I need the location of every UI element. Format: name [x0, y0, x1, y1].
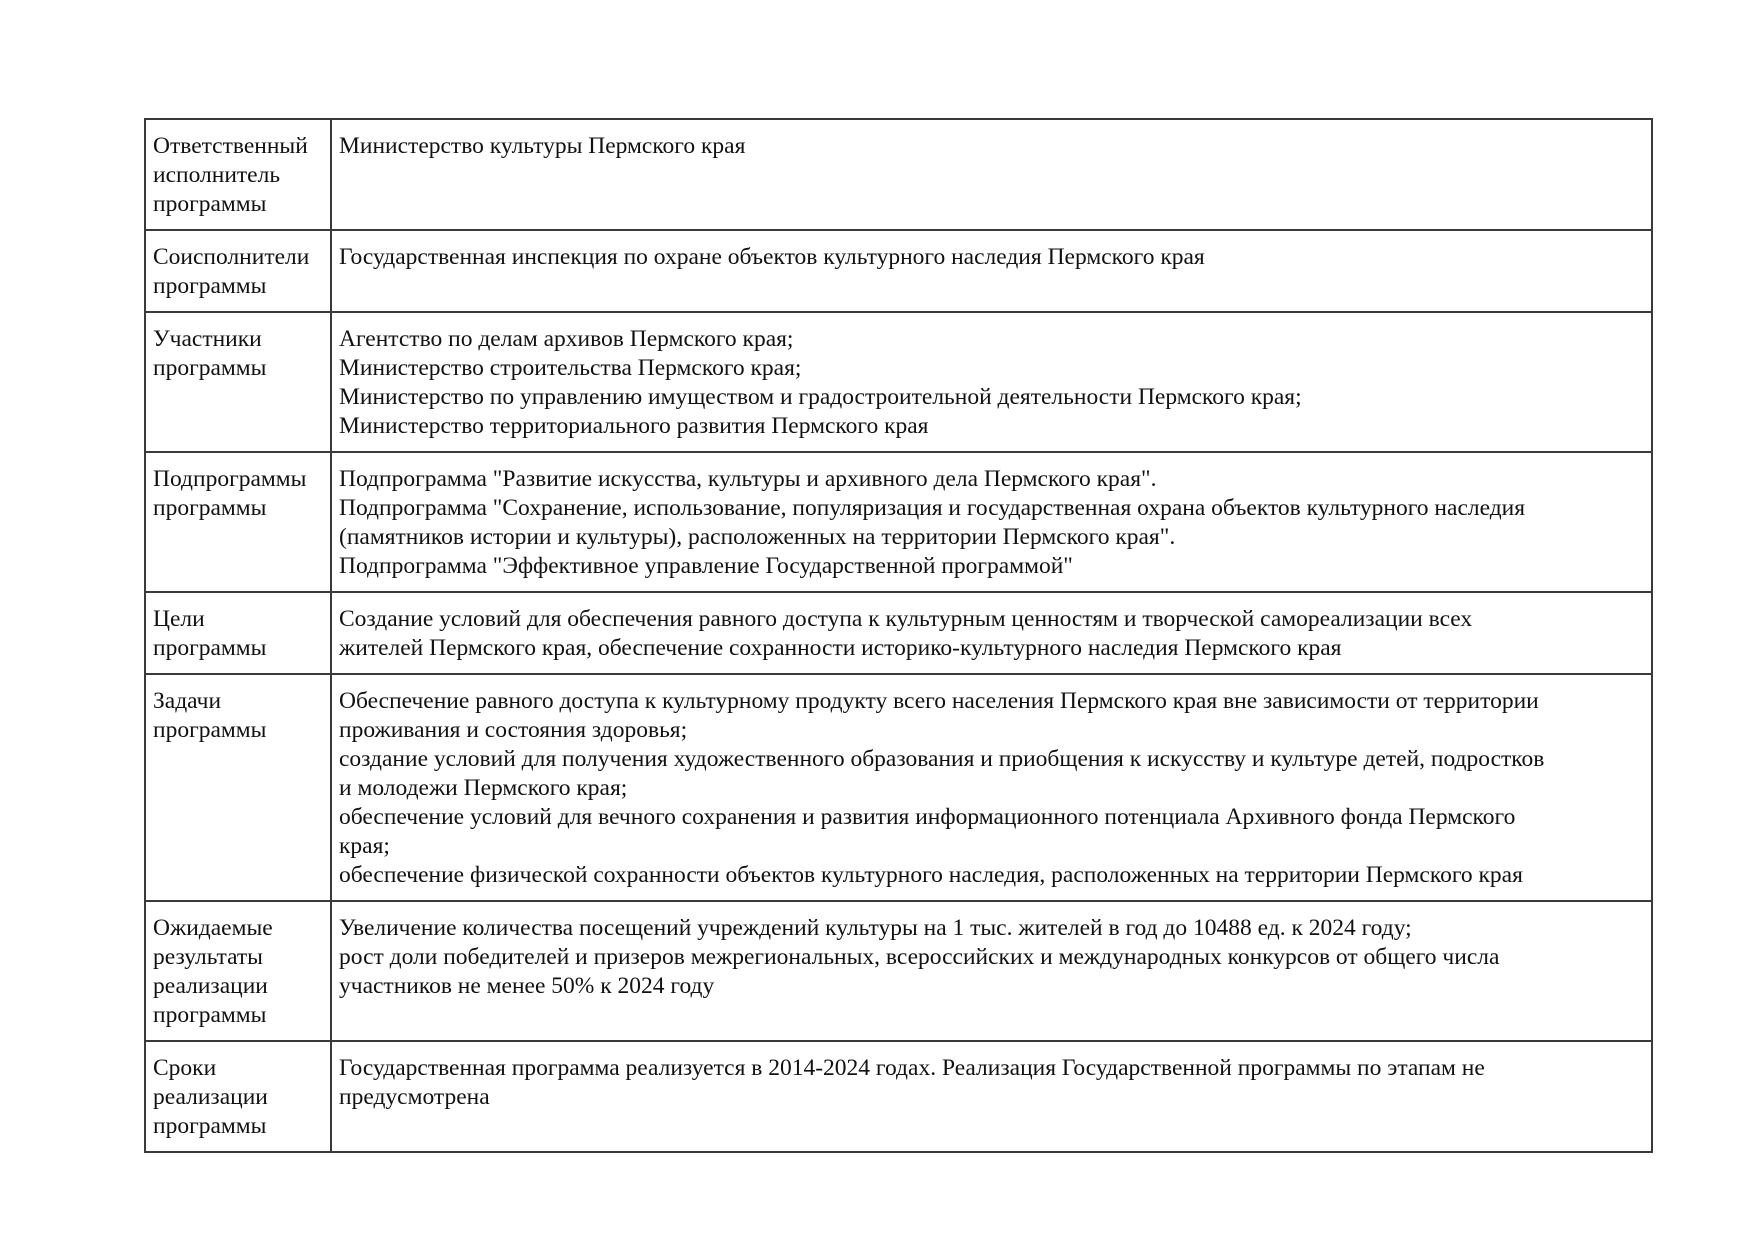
label-line: программы [153, 273, 267, 299]
label-line: реализации [153, 1084, 268, 1110]
label-line: реализации [153, 973, 268, 999]
label-line: программы [153, 635, 267, 661]
value-line: обеспечение физической сохранности объектов культурного наследия, расположенных на территории Пермского края [339, 862, 1523, 888]
label-line: Подпрограммы [153, 466, 307, 492]
table-row-expected-results [145, 901, 1652, 1041]
table-row-timeline [145, 1041, 1652, 1152]
label-line: Участники [153, 326, 262, 352]
value-line: обеспечение условий для вечного сохранения и развития информационного потенциала Архивного фонда Пермского [339, 804, 1516, 830]
label-line: Ответственный [153, 133, 308, 159]
value-line: Увеличение количества посещений учреждений культуры на 1 тыс. жителей в год до 10488 ед. к 2024 году; [339, 915, 1412, 941]
label-line: Ожидаемые [153, 915, 273, 941]
row-value [331, 592, 1652, 674]
row-label [145, 230, 331, 312]
row-label [145, 312, 331, 452]
value-line: создание условий для получения художественного образования и приобщения к искусству и культуре детей, подростков [339, 746, 1545, 772]
row-label [145, 674, 331, 901]
value-line: Государственная программа реализуется в 2014-2024 годах. Реализация Государственной программы по этапам не [339, 1055, 1485, 1081]
row-label [145, 592, 331, 674]
table-row-goals [145, 592, 1652, 674]
row-label [145, 119, 331, 230]
label-line: Задачи [153, 688, 222, 714]
value-line: (памятников истории и культуры), расположенных на территории Пермского края". [339, 524, 1176, 550]
row-value [331, 230, 1652, 312]
row-label [145, 452, 331, 592]
value-line: края; [339, 833, 390, 859]
table-row-co-executors [145, 230, 1652, 312]
value-line: Министерство строительства Пермского края; [339, 355, 802, 381]
value-line: Подпрограмма "Эффективное управление Государственной программой" [339, 553, 1073, 579]
table-row-subprograms [145, 452, 1652, 592]
label-line: программы [153, 495, 267, 521]
label-line: программы [153, 1002, 267, 1028]
label-line: исполнитель [153, 162, 281, 188]
label-line: Соисполнители [153, 244, 310, 270]
row-value [331, 312, 1652, 452]
value-line: предусмотрена [339, 1084, 490, 1110]
row-value [331, 674, 1652, 901]
value-line: участников не менее 50% к 2024 году [339, 973, 715, 999]
value-line: и молодежи Пермского края; [339, 775, 628, 801]
row-value [331, 452, 1652, 592]
table-row-participants [145, 312, 1652, 452]
program-passport-table [144, 118, 1653, 1153]
row-label [145, 901, 331, 1041]
value-line: Подпрограмма "Сохранение, использование, популяризация и государственная охрана объектов культурного наследия [339, 495, 1526, 521]
table-row-responsible-executor [145, 119, 1652, 230]
value-line: Обеспечение равного доступа к культурному продукту всего населения Пермского края вне зависимости от территории [339, 688, 1539, 714]
label-line: программы [153, 355, 267, 381]
value-line: Подпрограмма "Развитие искусства, культуры и архивного дела Пермского края". [339, 466, 1157, 492]
value-line: Государственная инспекция по охране объектов культурного наследия Пермского края [339, 244, 1205, 270]
table-body [145, 119, 1652, 1152]
value-line: Агентство по делам архивов Пермского края; [339, 326, 794, 352]
row-value [331, 1041, 1652, 1152]
table-row-tasks [145, 674, 1652, 901]
label-line: Сроки [153, 1055, 217, 1081]
value-line: проживания и состояния здоровья; [339, 717, 688, 743]
label-line: программы [153, 191, 267, 217]
value-line: Министерство территориального развития Пермского края [339, 413, 929, 439]
value-line: рост доли победителей и призеров межрегиональных, всероссийских и международных конкурсов от общего числа [339, 944, 1500, 970]
value-line: Создание условий для обеспечения равного доступа к культурным ценностям и творческой самореализации всех [339, 606, 1473, 632]
label-line: программы [153, 717, 267, 743]
row-value [331, 119, 1652, 230]
label-line: программы [153, 1113, 267, 1139]
label-line: Цели [153, 606, 205, 632]
value-line: жителей Пермского края, обеспечение сохранности историко-культурного наследия Пермского края [339, 635, 1342, 661]
row-value [331, 901, 1652, 1041]
value-line: Министерство по управлению имуществом и градостроительной деятельности Пермского края; [339, 384, 1302, 410]
label-line: результаты [153, 944, 263, 970]
row-label [145, 1041, 331, 1152]
value-line: Министерство культуры Пермского края [339, 133, 746, 159]
